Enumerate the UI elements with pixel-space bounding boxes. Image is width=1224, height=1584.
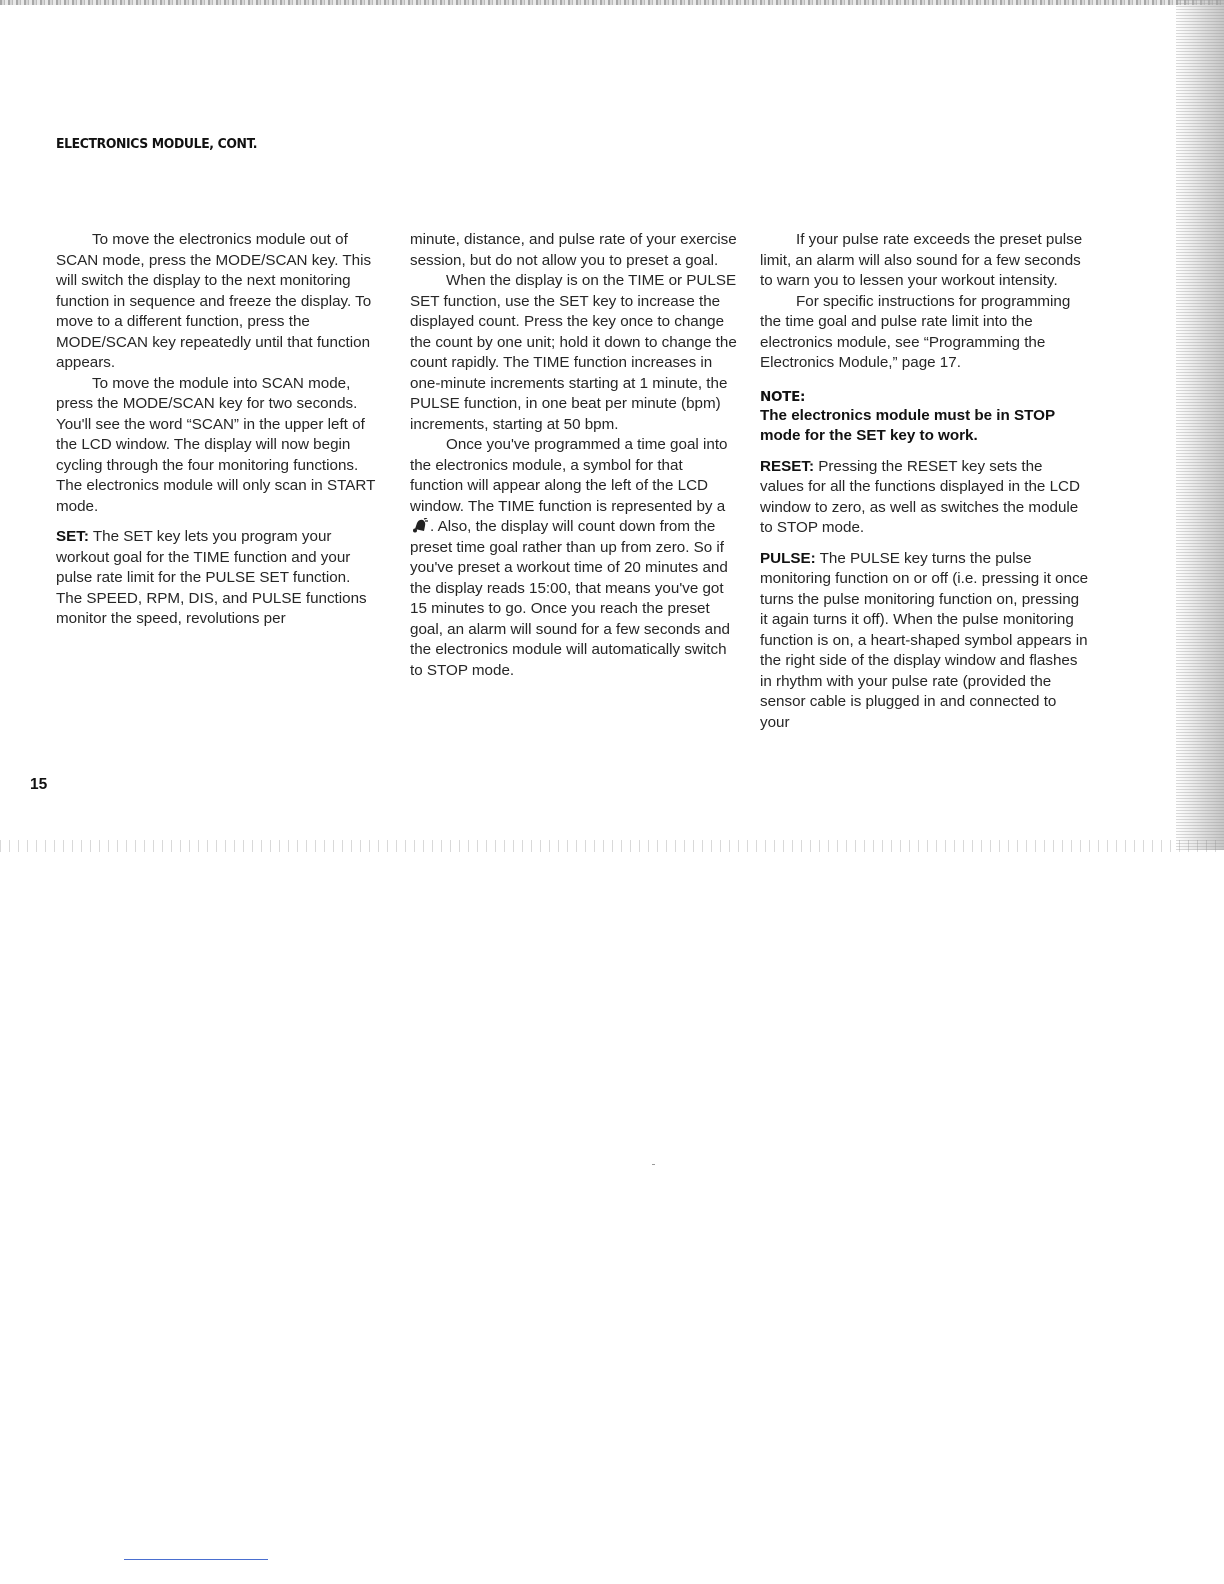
bottom-rule (124, 1559, 268, 1560)
reset-description: Pressing the RESET key sets the values for all the functions displayed in the LCD window to zero, as well as switches the module to STOP mode. (760, 457, 1080, 536)
section-title: ELECTRONICS MODULE, CONT. (56, 136, 258, 152)
bell-icon (412, 518, 428, 533)
set-description: The SET key lets you program your workout goal for the TIME function and your pulse rate limit for the PULSE SET function. The SPEED, RPM, DIS, and PULSE functions monitor the speed, revolutions per (56, 528, 367, 627)
reset-term: RESET: (760, 457, 815, 475)
time-goal-text-start: Once you've programmed a time goal into the electronics module, a symbol for that function will appear along the left of the LCD window. The TIME function is represented by a (410, 436, 728, 515)
text-column-left (56, 230, 380, 630)
page-number: 15 (30, 776, 48, 793)
paragraph-time-goal (410, 435, 740, 681)
paragraph-pulse-key (760, 549, 1090, 734)
paragraph-enter-scan: To move the module into SCAN mode, press the MODE/SCAN key for two seconds. You'll see the word “SCAN” in the upper left of the LCD window. The display will now begin cycling through the four monitoring functions. The electronics module will only scan in START mode. (56, 374, 376, 515)
paragraph-continued: minute, distance, and pulse rate of your exercise session, but do not allow you to preset a goal. (410, 231, 737, 269)
paragraph-reset-key (760, 457, 1090, 539)
note-label: NOTE: (760, 388, 806, 405)
scan-speck (652, 1164, 655, 1165)
paragraph-programming-ref: For specific instructions for programming the time goal and pulse rate limit into the electronics module, see “Programming the Electronics Module,” page 17. (760, 292, 1071, 371)
scan-edge-right (1176, 0, 1224, 850)
paragraph-pulse-alarm: If your pulse rate exceeds the preset pulse limit, an alarm will also sound for a few seconds to warn you to lessen your workout intensity. (760, 231, 1083, 289)
set-term: SET: (56, 528, 89, 545)
paragraph-set-usage: When the display is on the TIME or PULSE SET function, use the SET key to increase the displayed count. Press the key once to change the count by one unit; hold it down to change the count rapidly. The TIME function increases in one-minute increments starting at 1 minute, the PULSE function, in one beat per minute (bpm) increments, starting at 50 bpm. (410, 272, 737, 433)
paragraph-set-key (56, 527, 380, 630)
scan-edge-top (0, 0, 1224, 5)
paragraph-exit-scan: To move the electronics module out of SCAN mode, press the MODE/SCAN key. This will switch the display to the next monitoring function in sequence and freeze the display. To move to a different function, press the MODE/SCAN key repeatedly until that function appears. (56, 231, 372, 371)
time-goal-text-end: . Also, the display will count down from the preset time goal rather than up from zero. So if you've preset a workout time of 20 minutes and the display reads 15:00, that means you've got 15 minutes to go. Once you reach the preset goal, an alarm will sound for a few seconds and the electronics module will automatically switch to STOP mode. (410, 518, 730, 679)
text-column-right (760, 230, 1090, 733)
note-text: The electronics module must be in STOP mode for the SET key to work. (760, 406, 1055, 444)
scan-edge-bottom (0, 840, 1224, 852)
text-column-middle (410, 230, 740, 681)
pulse-description: The PULSE key turns the pulse monitoring function on or off (i.e. pressing it once turns the pulse monitoring function on, pressing it again turns it off). When the pulse monitoring function is on, a heart-shaped symbol appears in the right side of the display window and flashes in rhythm with your pulse rate (provided the sensor cable is plugged in and connected to your (760, 549, 1089, 731)
pulse-term: PULSE: (760, 549, 816, 567)
